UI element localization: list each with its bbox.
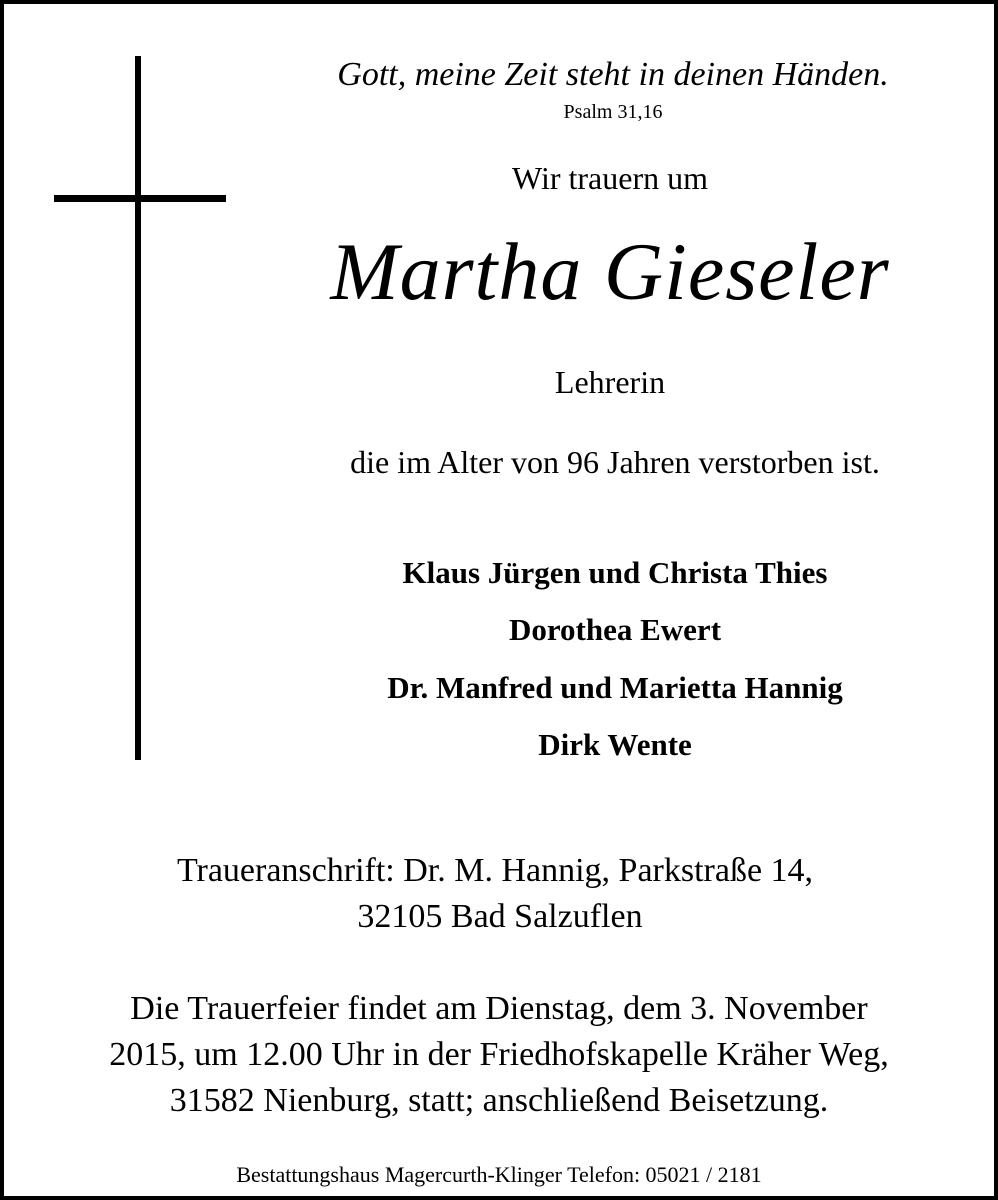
ceremony-line: 31582 Nienburg, statt; anschließend Beisetzung. xyxy=(169,1082,829,1119)
motto-text: Gott, meine Zeit steht in deinen Händen. xyxy=(337,56,889,93)
mourner-name: Dorothea Ewert xyxy=(508,612,722,647)
mourner-name: Klaus Jürgen und Christa Thies xyxy=(402,555,828,590)
cross-icon-horizontal xyxy=(54,195,226,202)
psalm-reference: Psalm 31,16 xyxy=(563,101,663,123)
funeral-home-footer: Bestattungshaus Magercurth-Klinger Telefon: 05021 / 2181 xyxy=(236,1162,762,1187)
age-line: die im Alter von 96 Jahren verstorben ist. xyxy=(350,444,880,480)
deceased-name: Martha Gieseler xyxy=(330,226,890,317)
mourning-address-line: 32105 Bad Salzuflen xyxy=(357,898,643,935)
cross-icon-vertical xyxy=(135,56,141,760)
mourner-name: Dr. Manfred und Marietta Hannig xyxy=(387,670,843,705)
mourning-address-line: Traueranschrift: Dr. M. Hannig, Parkstraße 14, xyxy=(176,852,814,889)
mourning-intro: Wir trauern um xyxy=(512,160,708,196)
ceremony-line: 2015, um 12.00 Uhr in der Friedhofskapelle Kräher Weg, xyxy=(109,1036,889,1073)
mourner-name: Dirk Wente xyxy=(538,727,692,762)
ceremony-line: Die Trauerfeier findet am Dienstag, dem 3. November xyxy=(130,990,868,1027)
occupation: Lehrerin xyxy=(554,364,666,400)
